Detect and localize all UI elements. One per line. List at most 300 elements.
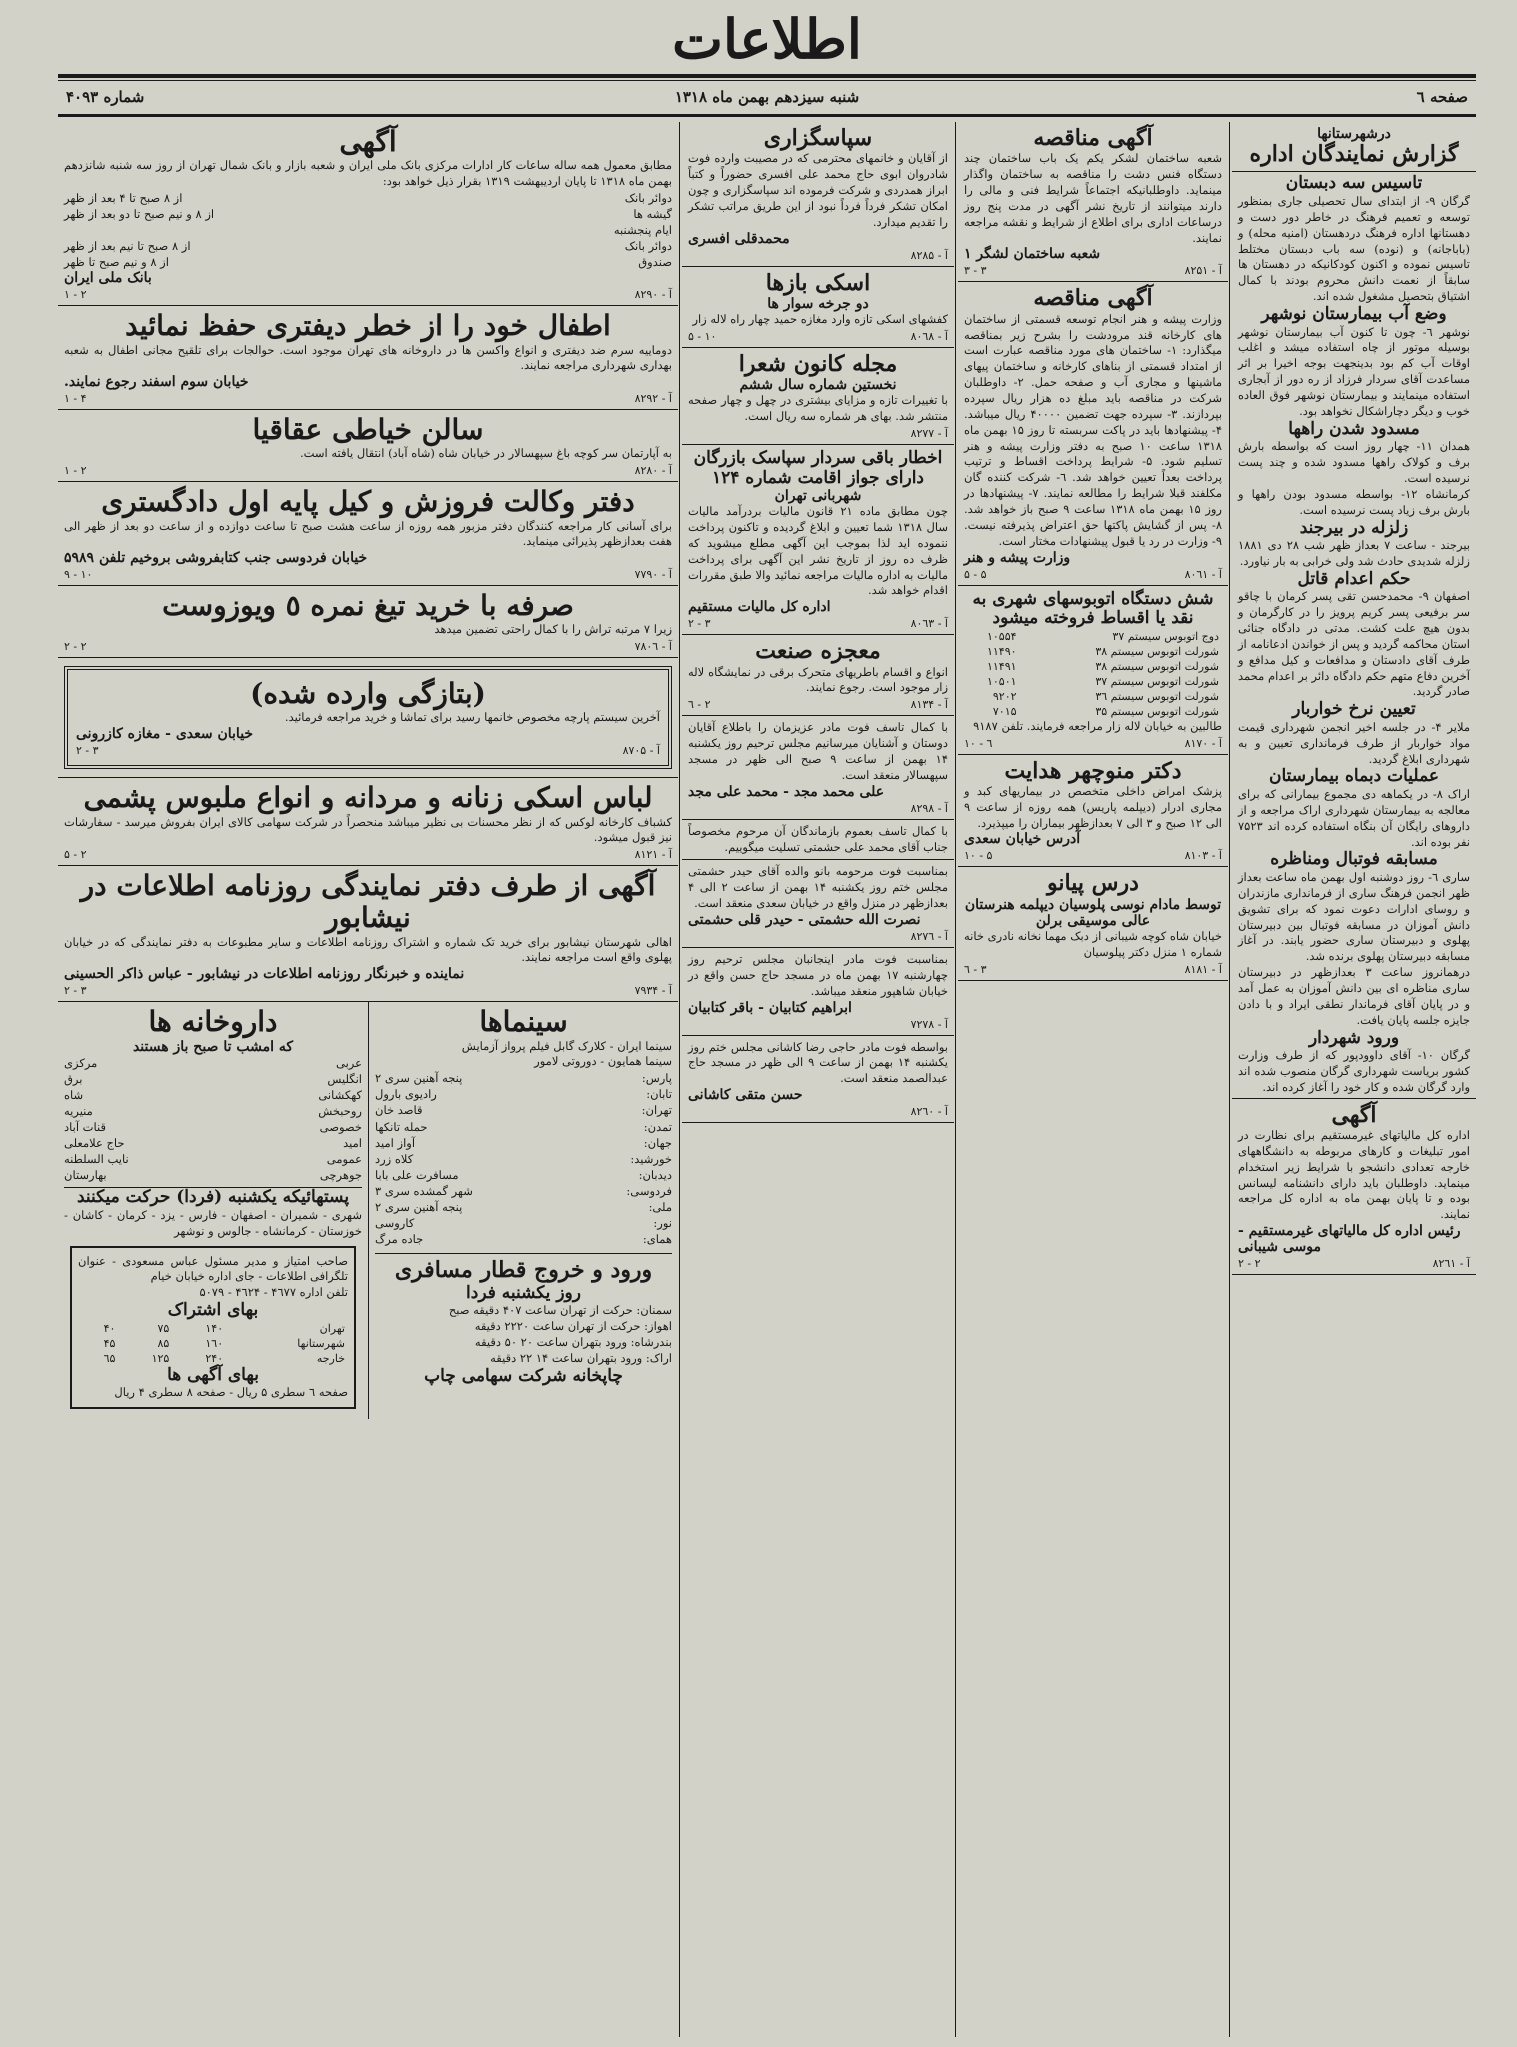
ad-rates-line: صفحه ٦ سطری ۵ ریال - صفحه ۸ سطری ۴ ریال xyxy=(114,1385,348,1400)
lower-grid xyxy=(58,1002,678,1419)
news-title: زلزله در بیرجند xyxy=(1299,517,1409,538)
bus-price: ۹۲۰۲ xyxy=(992,689,1017,703)
pharmacy-name: کهکشانی xyxy=(318,1087,362,1102)
news-title: مسابقه فوتبال ومناظره xyxy=(1270,849,1438,870)
dateline-rule xyxy=(58,114,1476,117)
page-number: صفحه ٦ xyxy=(1416,88,1468,106)
notice-subtitle: دو جرخه سوار ها xyxy=(767,295,869,312)
bus-table xyxy=(964,629,1222,719)
ad-text: به آپارتمان سر کوچه باغ سپهسالار در خیابان شاه (شاه آباد) انتقال یافته است. xyxy=(299,446,672,461)
train-title: ورود و خروج قطار مسافری xyxy=(394,1257,653,1284)
news-text: کرمانشاه ۱۲- بواسطه مسدود بودن راهها و بارش برف زیاد پست نرسیده است. xyxy=(1238,486,1470,517)
publisher-info: صاحب امتیاز و مدیر مسئول عباس مسعودی - عنوان تلگرافی اطلاعات - جای اداره خیابان خیام xyxy=(78,1253,348,1284)
ad-run: ۲ - ۲ xyxy=(1238,1257,1261,1271)
ad-reference xyxy=(64,848,672,861)
subscription-cell: خارجه xyxy=(316,1351,345,1365)
ad-code: آ - ۸۱۸۱ xyxy=(1184,962,1222,976)
film-title: کاروسی xyxy=(375,1216,415,1231)
subscription-cell: ۲۴۰ xyxy=(205,1351,224,1365)
newspaper-page xyxy=(58,0,1476,2047)
ad-title: دکتر منوچهر هدایت xyxy=(1004,757,1182,784)
ad-title: شش دستگاه اتوبوسهای شهری به نقد یا اقساط فروخته میشود xyxy=(972,588,1214,629)
cinema-title: سینماها xyxy=(479,1005,568,1039)
publisher-phone: تلفن اداره ۴٦۷۷ - ۴٦۲۴ - ۵۰۷۹ xyxy=(199,1285,348,1300)
ad-reference xyxy=(688,617,948,630)
ad-code: آ - ۸۲۷۷ xyxy=(910,426,948,440)
cinema-row xyxy=(375,1183,672,1199)
post-title: پستهائیکه یکشنبه (فردا) حرکت میکنند xyxy=(76,1187,350,1208)
bus-model: شورلت اتوبوس سیستم ۳٦ xyxy=(1095,689,1219,703)
film-title: پنجه آهنین سری ۲ xyxy=(375,1199,463,1214)
ad-reference xyxy=(64,288,672,301)
masthead-rule xyxy=(58,74,1476,78)
pharmacy-name: خصوصی xyxy=(319,1119,362,1134)
ad-block xyxy=(58,410,678,482)
subscription-cell: ۱۴۰ xyxy=(205,1321,224,1335)
cinema-name: تهران: xyxy=(641,1103,672,1118)
ad-reference xyxy=(688,802,948,815)
notice-subtitle: شهربانی تهران xyxy=(774,488,862,505)
subscription-cell: ۴۵ xyxy=(103,1336,116,1350)
ad-block xyxy=(58,482,678,586)
ad-text: مطابق معمول همه ساله ساعات کار ادارات مرکزی بانک ملی ایران و شعبه بازار و بانک شمال تهران از روز سه شنبه شانزدهم بهمن ماه ۱۳۱۸ تا پایان اردیبهشت ۱۳۱۹ بقرار ذیل خواهد بود: xyxy=(64,158,672,189)
hours-value: از ۸ صبح تا ۴ بعد از ظهر xyxy=(64,190,183,205)
notice-block xyxy=(682,122,954,267)
ad-title: لباس اسکی زنانه و مردانه و انواع ملبوس پشمی xyxy=(83,781,653,815)
notice-block xyxy=(682,635,954,716)
hours-value: از ۸ صبح تا نیم بعد از ظهر xyxy=(64,239,191,254)
ad-code: آ - ۸۲۸۰ xyxy=(634,464,672,478)
ad-footer: طالبین به خیابان لاله زار مراجعه فرمایند. تلفن ۹۱۸۷ xyxy=(973,718,1222,733)
hours-row xyxy=(64,238,672,254)
pharmacy-row xyxy=(64,1167,362,1183)
news-text: گرگان ۱۰- آقای داوودپور که از طرف وزارت کشور بریاست شهرداری گرگان منصوب شده اند وارد گرگان شده و کار خود را آغاز کرده اند. xyxy=(1238,1048,1470,1094)
cinema-name: تابان: xyxy=(646,1087,672,1102)
news-text: ساری ٦- روز دوشنبه اول بهمن ماه ساعت بعداز ظهر انجمن فرهنگ ساری از فرمانداری مازندران و روسای ادارات دعوت نمود که برای تشویق دانش آموزان در مسابقه فوتبال بین دبیرستان پهلوی و دبیرستان ساری حضور یابند. در آغاز مسابقه دبیرستان پهلوی برنده شد. xyxy=(1238,869,1470,964)
hours-value: از ۸ و نیم صبح تا ظهر xyxy=(64,255,169,270)
ad-run: ۲ - ۱ xyxy=(64,288,87,302)
ad-block xyxy=(58,658,678,778)
bus-price: ۱۱۴۹۱ xyxy=(986,659,1017,673)
ad-signature: خیابان سوم اسفند رجوع نمایند. xyxy=(64,374,249,391)
news-text: اراک ۸- در یکماهه دی مجموع بیمارانی که برای معالجه به بیمارستان شهرداری اراک مراجعه و از داروهای رایگان آن بنگاه استفاده کرده اند ۷۵۲۳ نفر بوده اند. xyxy=(1238,787,1470,849)
notice-title: سپاسگزاری xyxy=(763,125,873,151)
ad-block xyxy=(958,122,1228,282)
cinema-row xyxy=(375,1119,672,1135)
ad-text: زیرا ۷ مرتبه تراش را با کمال راحتی تضمین میدهد xyxy=(434,622,672,637)
train-line: اهواز: حرکت از تهران ساعت ۲۲۲۰ دقیقه xyxy=(474,1318,672,1333)
notice-block xyxy=(682,820,954,861)
ad-code: آ - ۸۲٦۰ xyxy=(910,1105,948,1119)
film-title: شهر گمشده سری ۳ xyxy=(375,1183,473,1198)
ad-block xyxy=(58,122,678,306)
ad-reference xyxy=(964,849,1222,862)
ad-reference xyxy=(64,984,672,997)
subscription-row xyxy=(78,1336,348,1351)
hours-label: دوائر بانک xyxy=(624,190,672,205)
bus-model: شورلت اتوبوس سیستم ۳۸ xyxy=(1095,644,1219,658)
post-text: شهری - شمیران - اصفهان - فارس - یزد - کرمان - کاشان - خوزستان - کرمانشاه - جالوس و نوشهر xyxy=(64,1207,362,1238)
notice-block xyxy=(682,716,954,819)
news-text: نوشهر ٦- چون تا کنون آب بیمارستان نوشهر بوسیله موتور از چاه استفاده میشد و اغلب اوقات آب کم بود بدینجهت بوجه اخیرا بر اثر مساعدت آقای سردار فرزاد از ره دور از آبجاری استفاده مینمایند و بیمارستان نوشهر فوق العاده خوب و دیگر دچاراشکال نخواهد بود. xyxy=(1238,324,1470,418)
issue-number: شماره ۴۰۹۳ xyxy=(66,88,145,106)
news-title: ورود شهردار xyxy=(1308,1027,1400,1048)
ad-reference xyxy=(688,330,948,343)
notice-signature: رئیس اداره کل مالیاتهای غیرمستقیم - موسی شیبانی xyxy=(1238,1223,1461,1256)
ad-run: ۳ - ۳ xyxy=(964,264,987,278)
subscription-table xyxy=(78,1321,348,1366)
ad-text: کشباف کارخانه لوکس که از نظر محسنات بی نظیر میباشد منحصراً در شرکت سهامی کالای ایران بفروش میرسد - سفارشات نیز قبول میشود. xyxy=(64,814,672,845)
ad-block xyxy=(958,282,1228,585)
pharmacy-row xyxy=(64,1103,362,1119)
train-subtitle: روز یکشنبه فردا xyxy=(466,1282,581,1303)
ad-run: ۵ - ۵ xyxy=(964,567,987,581)
ad-rates-title: بهای آگهی ها xyxy=(167,1364,259,1385)
ad-reference xyxy=(688,427,948,440)
ad-block xyxy=(958,867,1228,980)
film-title: قاصد خان xyxy=(375,1103,423,1118)
cinema-name: فردوسی: xyxy=(626,1183,672,1198)
ad-run: ۲ - ۲ xyxy=(64,640,87,654)
ad-code: آ - ۸۰٦۱ xyxy=(1184,567,1222,581)
column-provinces xyxy=(1232,122,1476,2037)
news-title: تعیین نرخ خواربار xyxy=(1292,699,1416,720)
pharmacy-area: برق xyxy=(64,1071,83,1086)
ad-run: ٦ - ۱۰ xyxy=(964,736,993,750)
film-title: کلاه زرد xyxy=(375,1151,414,1166)
ad-reference xyxy=(64,568,672,581)
notice-text: انواع و اقسام باطریهای متحرک برقی در نمایشگاه لاله زار موجود است. رجوع نمایند. xyxy=(688,664,948,695)
ad-code: آ - ۸۱۳۴ xyxy=(910,698,948,712)
notice-block xyxy=(682,348,954,445)
bus-row xyxy=(964,644,1222,659)
cinema-name: دیدبان: xyxy=(638,1167,672,1182)
ad-code: آ - ۸۱۷۰ xyxy=(1184,736,1222,750)
ad-code: آ - ۸۰٦۳ xyxy=(910,617,948,631)
pharmacy-row xyxy=(64,1087,362,1103)
ad-text: دوماییه سرم ضد دیفتری و انواع واکسن ها در داروخانه های تهران موجود است. حوالجات برای تلقیح مجانی اطفال به شعبه بهداری شهرداری مراجعه نمایند. xyxy=(64,342,672,373)
pharmacy-area: حاج علامعلی xyxy=(64,1136,125,1151)
ad-signature: خیابان فردوسی جنب کتابفروشی بروخیم تلفن ۵۹۸۹ xyxy=(64,550,368,567)
ad-text: برای آسانی کار مراجعه کنندگان دفتر مزبور همه روزه از ساعت هشت صبح تا ساعت دوازده و از ساعت دو بعد از ظهر الی هفت بعدازظهر پذیرائی مینماید. xyxy=(64,518,672,549)
cinema-row xyxy=(375,1070,672,1086)
notice-box xyxy=(1232,1098,1476,1275)
news-title: مسدود شدن راهها xyxy=(1288,418,1420,439)
ad-reference xyxy=(64,640,672,653)
ad-code: آ - ۸۱۰۳ xyxy=(1184,849,1222,863)
ad-code: آ - ۸۰٦۸ xyxy=(910,329,948,343)
framed-ad xyxy=(64,666,672,769)
cinema-name: تمدن: xyxy=(643,1119,672,1134)
printer-line: چاپخانه شرکت سهامی چاپ xyxy=(424,1365,623,1386)
film-title: رادیوی بارول xyxy=(375,1087,437,1102)
ad-reference xyxy=(964,568,1222,581)
column-divider xyxy=(955,122,956,2037)
subscription-cell: شهرستانها xyxy=(297,1336,345,1350)
hours-label: دوائر بانک xyxy=(624,239,672,254)
ad-code: آ - ۷۲۷۸ xyxy=(910,1017,948,1031)
ad-code: آ - ۸۲۸۵ xyxy=(910,248,948,262)
cinema-row xyxy=(375,1215,672,1231)
ad-reference xyxy=(964,963,1222,976)
bus-row xyxy=(964,674,1222,689)
news-title: تاسیس سه دبستان xyxy=(1285,173,1423,194)
ad-code: آ - ۸۱۲۱ xyxy=(634,848,672,862)
notice-title: معجزه صنعت xyxy=(755,638,881,665)
film-title: پنجه آهنین سری ۲ xyxy=(375,1071,463,1086)
ad-reference xyxy=(688,1105,948,1118)
cinema-row xyxy=(375,1199,672,1215)
ad-title: دفتر وکالت فروزش و کیل پایه اول دادگستری xyxy=(101,485,635,519)
news-text: ملایر ۴- در جلسه اخیر انجمن شهرداری قیمت مواد خواربار از طرف فرمانداری تعیین و به شهرداری ابلاغ گردید. xyxy=(1238,719,1470,766)
news-text: اصفهان ۹- محمدحسن تقی پسر کرمان با چاقو سر برفیعی پسر کریم پرویز را در کارگرمان و بدون هیچ علت کشت. مدتی در دادگاه جنائی استان محاکمه گردید و پس از خواندن ادعانامه از طرف آقای دادستان و مدافعات و کیل مدافع و آخرین دفاع متهم حکم دادگاه دائر بر اعدام محمد صادر گردید. xyxy=(1238,589,1470,699)
newspaper-title: اطلاعات xyxy=(672,7,862,71)
ad-run: ۲ - ٦ xyxy=(688,698,711,712)
section-headline: گزارش نمایندگان اداره xyxy=(1249,141,1459,168)
notice-signature: محمدقلی افسری xyxy=(688,230,790,247)
pharmacy-area: بهارستان xyxy=(64,1168,107,1183)
bus-price: ۱۰۵۰۱ xyxy=(986,674,1017,688)
pharmacy-name: روحبخش xyxy=(318,1103,362,1118)
ad-title: (بتازگی وارده شده) xyxy=(250,677,486,711)
notice-signature: ابراهیم کتابیان - باقر کتابیان xyxy=(688,999,852,1016)
ad-reference xyxy=(688,698,948,711)
ad-reference xyxy=(964,264,1222,277)
notice-text: از آقایان و خانمهای محترمی که در مصیبت وارده فوت شادروان ابوی حاج محمد علی افسری حضوراً و کتباً ابراز همدردی و شرکت فرموده اند سپاسگزاری و چون امکان تشکر فرداً فرداً نبود از این طریق مراتب تشکر را تقدیم میدارد. xyxy=(688,151,948,229)
ad-run: ۴ - ۱ xyxy=(64,392,87,406)
ad-reference xyxy=(688,249,948,262)
bus-row xyxy=(964,689,1222,704)
cinema-name: نور: xyxy=(653,1216,672,1231)
news-text: همدان ۱۱- چهار روز است که بواسطه بارش برف و کولاک راهها مسدود شده و چند پست نرسیده است. xyxy=(1238,439,1471,485)
notice-title: مجله کانون شعرا xyxy=(738,350,898,377)
ad-title: آگهی xyxy=(339,125,397,158)
bus-price: ۷۰۱۵ xyxy=(992,704,1017,718)
ad-signature: آدرس خیابان سعدی xyxy=(964,831,1081,848)
subscription-cell: تهران xyxy=(319,1321,345,1335)
ad-reference xyxy=(688,1018,948,1031)
notice-signature: حسن متقی کاشانی xyxy=(688,1087,803,1104)
ad-code: آ - ۸۲۹۸ xyxy=(910,801,948,815)
dateline xyxy=(58,88,1476,112)
train-box xyxy=(375,1253,672,1366)
notice-block xyxy=(682,860,954,948)
pharmacy-title: داروخانه ها xyxy=(148,1005,278,1039)
notice-text: بمناسبت فوت مرحومه بانو والده آقای حیدر حشمتی مجلس ختم روز یکشنبه ۱۴ بهمن از ساعت ۲ الی ۴ بعدازظهر در منزل واقع در خیابان سعدی منعقد است. xyxy=(688,864,948,911)
subscription-cell: ۱٦۰ xyxy=(205,1336,224,1350)
cinema-name: ملی: xyxy=(648,1199,672,1214)
subscription-cell: ۷۵ xyxy=(157,1321,170,1335)
pharmacy-area: قنات آباد xyxy=(64,1119,106,1134)
ad-run: ۳ - ۲ xyxy=(76,744,99,758)
cinema-feature: سینما همایون - دوروتی لامور xyxy=(534,1054,672,1069)
ad-title: آگهی مناقصه xyxy=(1033,125,1153,151)
notice-block xyxy=(682,1036,954,1124)
news-text: درهمانروز ساعت ۳ بعدازظهر در دبیرستان ساری مناظره ای بین دانش آموزان به عمل آمد و در پایان آقای فرماندار نطقی ایراد و با دادن جایزه جلسه پایان یافت. xyxy=(1238,965,1470,1027)
ad-code: آ - ۷۸۰٦ xyxy=(634,640,672,654)
hours-row xyxy=(64,190,672,206)
masthead-rule-thin xyxy=(58,80,1476,81)
pharmacy-row xyxy=(64,1151,362,1167)
ad-title: درس پیانو xyxy=(1047,870,1139,897)
bus-price: ۱۰۵۵۴ xyxy=(986,629,1017,643)
cinema-row xyxy=(375,1086,672,1102)
pharmacy-row xyxy=(64,1119,362,1135)
ad-text: خیابان شاه کوچه شیبانی از دبک مهما نخانه نادری خانه شماره ۱ منزل دکتر پیلوسیان xyxy=(964,928,1222,959)
news-title: وضع آب بیمارستان نوشهر xyxy=(1261,303,1447,324)
pharmacy-subtitle: که امشب تا صبح باز هستند xyxy=(132,1038,294,1055)
notice-block xyxy=(682,445,954,635)
bus-row xyxy=(964,629,1222,644)
bus-row xyxy=(964,659,1222,674)
ad-reference xyxy=(64,464,672,477)
ad-code: آ - ۸۲۹۰ xyxy=(634,288,672,302)
notice-signature: نصرت الله حشمتی - حیدر قلی حشمتی xyxy=(688,912,921,929)
pharmacy-box xyxy=(58,1002,368,1419)
ad-reference xyxy=(1238,1257,1470,1270)
bus-model: شورلت اتوبوس سیستم ۳۵ xyxy=(1095,704,1219,718)
pharmacy-name: انگلیس xyxy=(327,1071,362,1086)
pharmacy-area: نایب السلطنه xyxy=(64,1152,129,1167)
film-title: آواز امید xyxy=(375,1135,416,1150)
ad-run: ۳ - ۲ xyxy=(688,617,711,631)
ad-title: آگهی مناقصه xyxy=(1033,285,1153,312)
hours-row xyxy=(64,254,672,270)
news-text: بیرجند - ساعت ۷ بعداز ظهر شب ۲۸ دی ۱۸۸۱ زلزله شدیدی حادث شد ولی خرابی به بار نیاورد. xyxy=(1238,538,1471,568)
subscription-cell: ٦۵ xyxy=(103,1351,116,1365)
notice-text: اداره کل مالیاتهای غیرمستقیم برای نظارت در امور تبلیغات و کارهای مربوطه به دانشگاههای خارجه تعدادی دانشجو با شرایط زیر استخدام مینماید. داوطلبان باید دارای دانشنامه لیسانس بوده و تا پایان بهمن ماه به اداره کل مراجعه نمایند. xyxy=(1238,1128,1470,1222)
pharmacy-name: جوهرچی xyxy=(319,1168,362,1183)
subscription-row xyxy=(78,1351,348,1366)
cinema-box xyxy=(368,1002,678,1419)
pharmacy-name: عربی xyxy=(336,1055,362,1070)
ad-run: ۲ - ۱ xyxy=(64,464,87,478)
ad-reference xyxy=(964,737,1222,750)
ad-text: وزارت پیشه و هنر انجام توسعه قسمتی از ساختمان های کارخانه قند مرودشت را بشرح زیر بمناقصه میگذارد: ۱- ساختمان های مورد مناقصه عبارت است از امتداد قسمتی از بناهای کارخانه و ساختمان پیهای ماشینها و مجاری آب و صفحه حمل. ۲- داوطلبان شرکت در مناقصه باید مبلغ ده هزار ریال سپرده بپردازند. ۳- سپرده جهت تضمین ۴۰۰۰۰ ریال میباشد. ۴- پیشنهادها باید در پاکت سربسته تا روز ۱۵ بهمن ماه ۱۳۱۸ ساعت ۱۰ صبح به دفتر وزارت پیشه و هنر تسلیم شود. ۵- شرایط پرداخت اقساط و ترتیب پرداخت بعداً تعیین خواهد شد. ٦- شرکت کننده گان مکلفند قبلا شرایط را مطالعه نمایند. ۷- پیشنهادها در روز ۱۵ بهمن ماه ۱۳۱۸ ساعت ۹ صبح باز خواهد شد. ۸- پس از گشایش پاکتها حق اعتراض پذیرفته نیست. ۹- وزارت در رد یا قبول پیشنهادات مختار است. xyxy=(964,311,1223,548)
cinema-name: خورشید: xyxy=(630,1151,672,1166)
notice-text: با کمال تاسف بعموم بازماندگان آن مرحوم مخصوصاً جناب آقای محمد علی حشمتی تسلیت میگوییم. xyxy=(688,823,948,854)
notice-title: آگهی xyxy=(1331,1101,1377,1128)
ad-run: ۵ - ۱۰ xyxy=(964,849,993,863)
ad-code: آ - ۸۲۷٦ xyxy=(910,930,948,944)
ad-text: اهالی شهرستان نیشابور برای خرید تک شماره و اشتراک روزنامه اطلاعات و سایر مطبوعات به دفتر نمایندگی که در خیابان پهلوی واقع است مراجعه نمایند. xyxy=(64,934,672,965)
post-box xyxy=(64,1187,362,1239)
subscription-cell: ۴۰ xyxy=(103,1321,116,1335)
ad-code: آ - ۷۹۳۴ xyxy=(634,984,672,998)
film-title: حمله تانکها xyxy=(375,1119,428,1134)
news-text: گرگان ۹- از ابتدای سال تحصیلی جاری بمنظور توسعه و تعمیم فرهنگ در خاطر دور دست و دهستانها اداره فرهنگ دردهستان (امنیه محله) و (باباجانه) و (نوده) سه باب دبستان مختلط تاسیس نموده و اکنون کودکانیکه در دهستان ها سابقاً از نعمت دانش محروم بودند با کمال اشتیاق بتحصیل مشغول شده اند. xyxy=(1238,193,1470,304)
pharmacy-area: منیریه xyxy=(64,1103,93,1118)
pharmacy-row xyxy=(64,1135,362,1151)
notice-text: با کمال تاسف فوت مادر عزیزمان را باطلاع آقایان دوستان و آشنایان میرسانیم مجلس ترحیم روز یکشنبه ۱۴ بهمن از ساعت ۹ صبح الی ظهر در مسجد سپهسالار منعقد است. xyxy=(688,720,948,782)
hours-label: گیشه ها xyxy=(633,207,672,221)
bus-model: شورلت اتوبوس سیستم ۳۷ xyxy=(1095,674,1219,688)
ad-text: پزشک امراض داخلی متخصص در بیماریهای کبد و مجاری ادرار (دیپلمه پاریس) همه روزه از ساعت ۹ الی ۱۲ صبح و ۳ الی ۷ بعدازظهر بیماران را میپذیرد. xyxy=(964,783,1222,830)
notice-text: بمناسبت فوت مادر اینجانبان مجلس ترحیم روز چهارشنبه ۱۷ بهمن ماه در مسجد حاج حسن واقع در خیابان شاهپور منعقد میباشد. xyxy=(688,952,948,998)
ad-code: آ - ۸۲۹۲ xyxy=(634,392,672,406)
train-line: بندرشاه: ورود بتهران ساعت ۲۰ ۵۰ دقیقه xyxy=(474,1334,672,1349)
bus-row xyxy=(964,704,1222,719)
ad-signature: نماینده و خبرنگار روزنامه اطلاعات در نیشابور - عباس ذاکر الحسینی xyxy=(64,966,465,983)
column-notices xyxy=(682,122,954,2037)
section-header xyxy=(1232,122,1476,172)
train-line: اراک: ورود بتهران ساعت ۱۴ ۲۲ دقیقه xyxy=(490,1350,672,1365)
bus-model: دوج اتوبوس سیستم ۳۷ xyxy=(1112,629,1219,643)
ad-code: آ - ۸۲۵۱ xyxy=(1184,264,1222,278)
pharmacy-row xyxy=(64,1055,362,1071)
masthead xyxy=(58,8,1476,70)
notice-subtitle: نخستین شماره سال ششم xyxy=(739,377,897,394)
cinema-row xyxy=(375,1102,672,1118)
cinema-name: پارس: xyxy=(641,1071,672,1086)
pharmacy-name: عمومی xyxy=(326,1152,362,1167)
cinema-name: همای: xyxy=(642,1232,672,1247)
column-advertisements xyxy=(58,122,678,2037)
notice-text: بواسطه فوت مادر حاجی رضا کاشانی مجلس ختم روز یکشنبه ۱۴ بهمن از ساعت ۹ الی ظهر در مسجد حاج عبدالصمد منعقد است. xyxy=(688,1039,948,1086)
ad-title: آگهی از طرف دفتر نمایندگی روزنامه اطلاعات در نیشابور xyxy=(80,869,656,935)
cinema-feature: سینما ایران - کلارک گابل فیلم پرواز آزمایش xyxy=(461,1038,672,1053)
hours-label: صندوق xyxy=(638,255,672,270)
news-title: حکم اعدام قاتل xyxy=(1297,568,1411,589)
ad-title: سالن خیاطی عقاقیا xyxy=(252,413,484,447)
film-title: جاده مرگ xyxy=(375,1232,424,1247)
column-divider xyxy=(679,122,680,2037)
ad-code: آ - ۷۷۹۰ xyxy=(634,568,672,582)
pharmacy-area: شاه xyxy=(64,1087,84,1102)
subscription-cell: ۸۵ xyxy=(157,1336,170,1350)
notice-block xyxy=(682,948,954,1036)
cinema-name: جهان: xyxy=(643,1135,672,1150)
ad-block xyxy=(58,306,678,410)
ad-subtitle: توسط مادام نوسی پلوسیان دیپلمه هنرستان عالی موسیقی برلن xyxy=(964,896,1222,929)
ad-reference xyxy=(688,930,948,943)
ad-title: صرفه با خرید تیغ نمره ٥ ویوزوست xyxy=(162,589,574,623)
bus-price: ۱۱۴۹۰ xyxy=(986,644,1017,658)
ad-signature: شعبه ساختمان لشگر ۱ xyxy=(964,246,1101,263)
subscription-title: بهای اشتراک xyxy=(167,1300,259,1321)
ad-run: ۳ - ۲ xyxy=(64,984,87,998)
hours-value: از ۸ و نیم صبح تا دو بعد از ظهر xyxy=(64,207,215,221)
cinema-row xyxy=(375,1151,672,1167)
notice-signature: علی محمد مجد - محمد علی مجد xyxy=(688,783,885,800)
pharmacy-name: امید xyxy=(343,1136,362,1151)
ad-text: آخرین سیستم پارچه مخصوص خانمها رسید برای تماشا و خرید مراجعه فرمائید. xyxy=(284,710,660,725)
ad-run: ۱۰ - ۵ xyxy=(688,329,717,343)
train-line: سمنان: حرکت از تهران ساعت ۴۰۷ دقیقه صبح xyxy=(448,1303,672,1318)
cinema-row xyxy=(375,1135,672,1151)
ad-run: ۳ - ٦ xyxy=(964,962,987,976)
ad-signature: وزارت پیشه و هنر xyxy=(964,549,1071,566)
column-divider xyxy=(1229,122,1230,2037)
ad-run: ۲ - ۵ xyxy=(64,848,87,862)
ad-block xyxy=(58,778,678,866)
ad-signature: بانک ملی ایران xyxy=(64,270,152,287)
ad-signature: خیابان سعدی - مغازه کازرونی xyxy=(76,726,254,743)
ad-code: آ - ۸۲٦۱ xyxy=(1432,1257,1470,1271)
ad-block xyxy=(58,866,678,1002)
issue-date: شنبه سیزدهم بهمن ماه ۱۳۱۸ xyxy=(674,88,860,106)
ad-run: ۱۰ - ۹ xyxy=(64,568,93,582)
subscription-row xyxy=(78,1321,348,1336)
ad-reference xyxy=(64,392,672,405)
notice-signature: اداره کل مالیات مستقیم xyxy=(688,599,831,616)
notice-text: با تغییرات تازه و مزایای بیشتری در چهل و چهار صفحه منتشر شد. بهای هر شماره سه ریال است. xyxy=(688,393,948,424)
ad-block xyxy=(58,586,678,658)
notice-block xyxy=(682,267,954,348)
ad-title: اطفال خود را از خطر دیفتری حفظ نمائید xyxy=(125,309,611,343)
section-label: درشهرستانها xyxy=(1317,126,1391,142)
hours-row xyxy=(64,222,672,238)
